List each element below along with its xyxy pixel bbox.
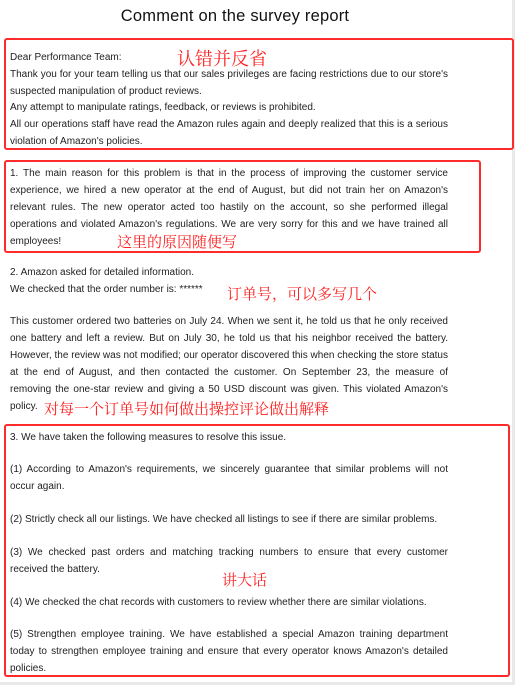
annotation-admit-and-reflect: 认错并反省	[177, 49, 267, 70]
annotation-big-talk: 讲大话	[222, 571, 268, 589]
greeting: Dear Performance Team:	[10, 52, 122, 63]
measure-5: (5) Strengthen employee training. We have established a special Amazon training department today to strengthen employee training and ensure that every operator knows Amazon's detailed policies.	[10, 629, 448, 674]
measure-2: (2) Strictly check all our listings. We have checked all listings to see if there are similar problems.	[10, 514, 438, 525]
page-title: Comment on the survey report	[120, 7, 350, 25]
paragraph-rules-read: All our operations staff have read the Amazon rules again and deeply realized that this is a serious violation of Amazon's policies.	[10, 119, 448, 147]
heading-measures: 3. We have taken the following measures to resolve this issue.	[10, 432, 287, 443]
annotation-order-number: 订单号，可以多写几个	[227, 285, 378, 303]
annotation-reason: 这里的原因随便写	[117, 233, 238, 251]
heading-detailed-info: 2. Amazon asked for detailed information.	[10, 267, 194, 278]
paragraph-prohibited: Any attempt to manipulate ratings, feedback, or reviews is prohibited.	[10, 102, 316, 113]
order-number-line: We checked that the order number is: ******	[10, 284, 203, 295]
paragraph-order-details: This customer ordered two batteries on July 24. When we sent it, he told us that he only received one battery and left a review. But on July 30, he told us that his neighbor received the battery. However, the review was not modified; our operator discovered this when checking the store status at the end of August, and then contacted the customer. On September 23, the measure of removing the one-star review and giving a 50 USD discount was given. This violated Amazon's policy.	[10, 316, 448, 412]
paragraph-thanks: Thank you for your team telling us that our sales privileges are facing restrictions due to our store's suspected manipulation of product reviews.	[10, 69, 448, 97]
annotation-explain-orders: 对每一个订单号如何做出操控评论做出解释	[44, 400, 330, 418]
measure-3: (3) We checked past orders and matching tracking numbers to ensure that every customer received the battery.	[10, 547, 448, 575]
paragraph-reason: 1. The main reason for this problem is that in the process of improving the customer service experience, we hired a new operator at the end of August, but did not train her on Amazon's relevant rules. The new operator acted too hastily on the account, so she performed illegal operations and violated Amazon's regulations. We are very sorry for this and we have trained all employees!	[10, 168, 448, 247]
measure-4: (4) We checked the chat records with customers to review whether there are similar violations.	[10, 597, 427, 608]
measure-1: (1) According to Amazon's requirements, we sincerely guarantee that similar problems will not occur again.	[10, 464, 448, 492]
